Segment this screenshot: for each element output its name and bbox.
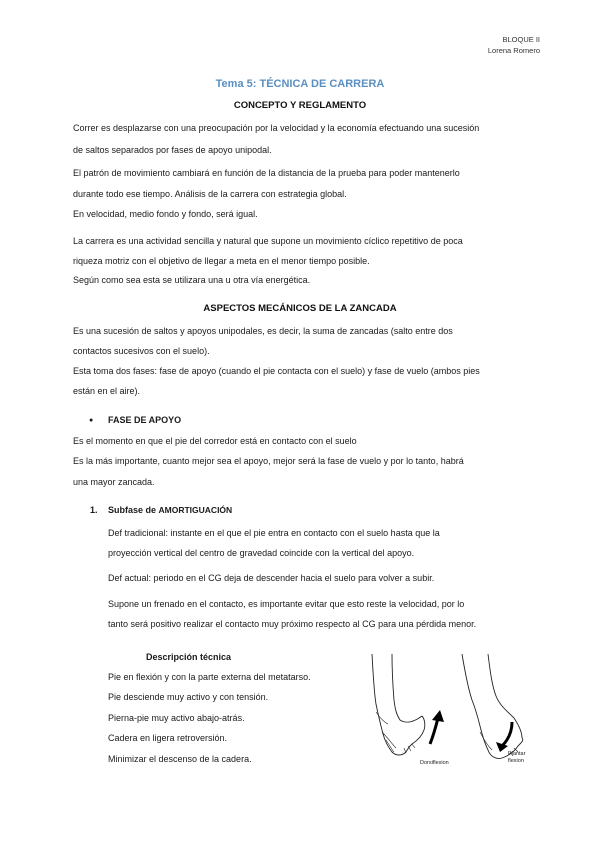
arrow-icon — [430, 718, 438, 744]
paragraph-line: están en el aire). — [73, 386, 141, 396]
paragraph-line: Según como sea esta se utilizara una u otra vía energética. — [73, 275, 311, 285]
plantar-label-1: Plantar — [508, 751, 526, 757]
paragraph-line: Es la más importante, cuanto mejor sea el apoyo, mejor será la fase de vuelo y por lo tanto, habrá — [73, 456, 464, 466]
header-course: BLOQUE II — [502, 35, 540, 44]
section-heading-concepto: CONCEPTO Y REGLAMENTO — [233, 100, 367, 111]
descripcion-item: Pie desciende muy activo y con tensión. — [108, 692, 269, 702]
section-heading-aspectos: ASPECTOS MECÁNICOS DE LA ZANCADA — [203, 303, 397, 314]
descripcion-item: Pie en flexión y con la parte externa del metatarso. — [108, 672, 311, 682]
arrow-icon — [502, 722, 512, 746]
paragraph-line: una mayor zancada. — [73, 477, 155, 487]
paragraph-line: riqueza motriz con el objetivo de llegar a meta en el menor tiempo posible. — [73, 256, 370, 266]
paragraph-line: Es el momento en que el pie del corredor está en contacto con el suelo — [73, 436, 357, 446]
paragraph-line: Def actual: periodo en el CG deja de descender hacia el suelo para volver a subir. — [108, 573, 435, 583]
paragraph-line: Correr es desplazarse con una preocupación por la velocidad y la economía efectuando una sucesión — [73, 123, 480, 133]
plantar-label-2: flexion — [508, 758, 524, 764]
arrow-head-icon — [432, 710, 444, 722]
descripcion-item: Pierna-pie muy activo abajo-atrás. — [108, 713, 245, 723]
paragraph-line: En velocidad, medio fondo y fondo, será igual. — [73, 209, 258, 219]
foot-flexion-figure — [362, 652, 532, 772]
subfase-number: 1. — [90, 505, 98, 515]
paragraph-line: contactos sucesivos con el suelo). — [73, 346, 210, 356]
paragraph-line: durante todo ese tiempo. Análisis de la carrera con estrategia global. — [73, 189, 347, 199]
dorsiflexion-label: Dorsiflexion — [420, 760, 449, 766]
paragraph-line: Supone un frenado en el contacto, es importante evitar que esto reste la velocidad, por lo — [108, 599, 465, 609]
descripcion-item: Minimizar el descenso de la cadera. — [108, 754, 252, 764]
paragraph-line: Es una sucesión de saltos y apoyos unipodales, es decir, la suma de zancadas (salto entre dos — [73, 326, 453, 336]
bullet-icon: ● — [89, 417, 94, 424]
header-author: Lorena Romero — [487, 46, 540, 55]
fase-apoyo-heading: FASE DE APOYO — [108, 415, 182, 425]
paragraph-line: El patrón de movimiento cambiará en función de la distancia de la prueba para poder mantenerlo — [73, 168, 460, 178]
subfase-label-caps: AMORTIGUACIÓN — [158, 505, 233, 515]
descripcion-heading: Descripción técnica — [146, 652, 232, 662]
paragraph-line: Def tradicional: instante en el que el pie entra en contacto con el suelo hasta que la — [108, 528, 440, 538]
page-title: Tema 5: TÉCNICA DE CARRERA — [215, 78, 385, 90]
descripcion-item: Cadera en ligera retroversión. — [108, 733, 228, 743]
paragraph-line: Esta toma dos fases: fase de apoyo (cuando el pie contacta con el suelo) y fase de vuelo (ambos pies — [73, 366, 480, 376]
paragraph-line: proyección vertical del centro de gravedad coincide con la vertical del apoyo. — [108, 548, 415, 558]
subfase-heading — [108, 505, 232, 516]
paragraph-line: tanto será positivo realizar el contacto muy próximo respecto al CG para una pérdida menor. — [108, 619, 477, 629]
foot-plantarflexion-drawing — [462, 654, 523, 759]
subfase-label-prefix: Subfase de — [108, 505, 159, 515]
paragraph-line: de saltos separados por fases de apoyo unipodal. — [73, 145, 272, 155]
foot-dorsiflexion-drawing — [372, 654, 425, 755]
paragraph-line: La carrera es una actividad sencilla y natural que supone un movimiento cíclico repetitivo de poca — [73, 236, 463, 246]
